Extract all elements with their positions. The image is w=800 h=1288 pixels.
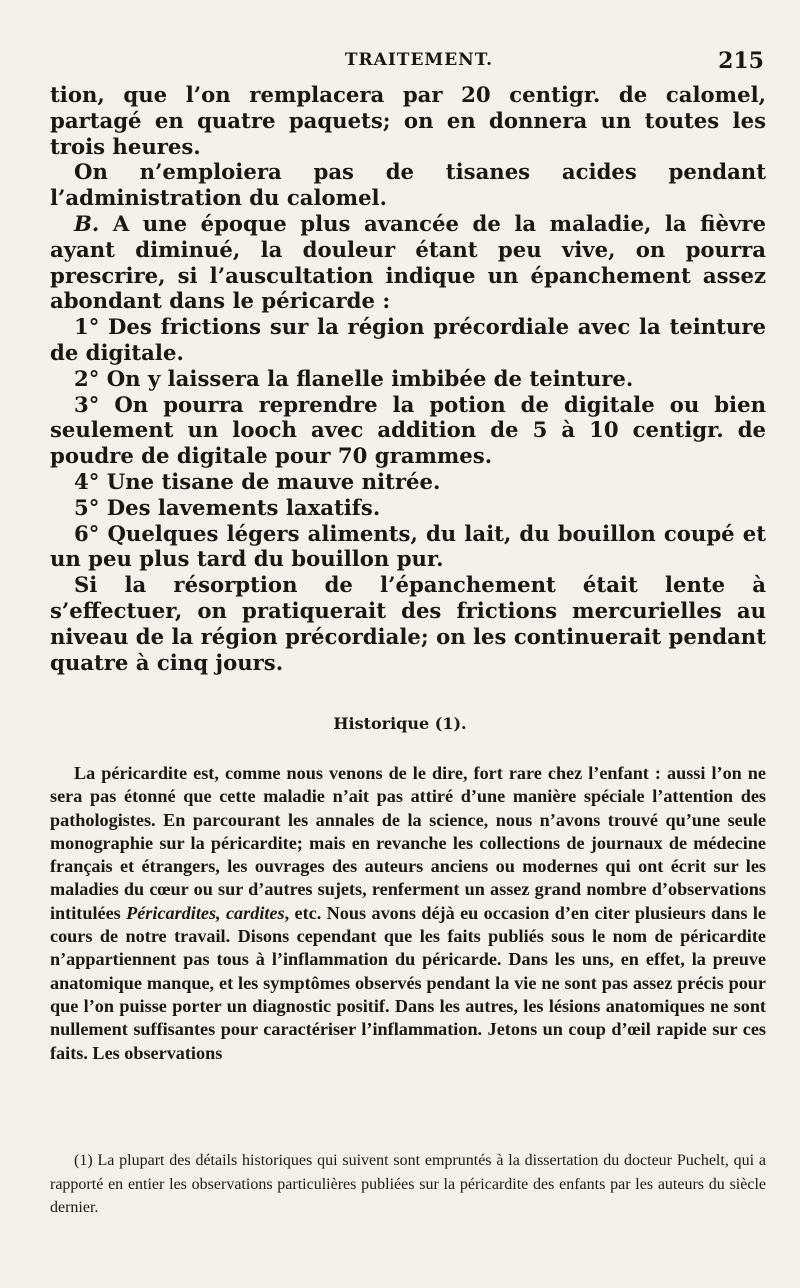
list-item-2: 2° On y laissera la flanelle imbibée de teinture. (74, 365, 634, 391)
footnote-text: (1) La plupart des détails historiques qui suivent sont empruntés à la dissertation du docteur Puchelt, qui a rapporté en entier les observations particulières publiées sur la péricardite des enfants par les auteurs du siècle dernier. (50, 1152, 766, 1216)
historique-paragraph (50, 762, 766, 1065)
running-head-title: TRAITEMENT. (344, 50, 494, 70)
section-heading-historique: Historique (1). (333, 714, 467, 733)
page-number: 215 (718, 48, 764, 74)
paragraph-mercurial-frictions: Si la résorption de l’épanchement était lente à s’effectuer, on pratiquerait des frictions mercurielles au niveau de la région précordiale; on les continuerait pendant quatre à cinq jours. (50, 572, 766, 675)
list-item-4: 4° Une tisane de mauve nitrée. (74, 468, 441, 494)
treatment-section (50, 82, 766, 675)
historique-italic-titles: Péricardites, cardites (126, 902, 285, 923)
later-stage-text: A une époque plus avancée de la maladie, la fièvre ayant diminué, la douleur étant peu vive, on pourra prescrire, si l’auscultation indique un épanchement assez abondant dans le péricarde : (50, 210, 766, 314)
list-item-6: 6° Quelques légers aliments, du lait, du bouillon coupé et un peu plus tard du bouillon pur. (50, 520, 766, 572)
running-head (70, 48, 768, 78)
historique-section (50, 762, 766, 1065)
list-item-1: 1° Des frictions sur la région précordiale avec la teinture de digitale. (50, 314, 766, 365)
section-label-b: B. (74, 210, 100, 236)
footnote (50, 1149, 766, 1220)
historique-text-part2: , etc. Nous avons déjà eu occasion d’en citer plusieurs dans le cours de notre travail. Disons cependant que les faits publiés sous le nom de péricardite n’appartiennent pas tous à l’inflammation du péricarde. Dans les uns, en effet, la preuve anatomique manque, et les symptômes observés pendant la vie ne sont pas assez précis pour que l’on puisse porter un diagnostic positif. Dans les autres, les lésions anatomiques ne sont nullement suffisantes pour caractériser l’inflammation. Jetons un coup d’œil rapide sur ces faits. Les observations (50, 902, 766, 1063)
paragraph-later-stage (50, 211, 766, 314)
paragraph-calomel-dose: tion, que l’on remplacera par 20 centigr. de calomel, partagé en quatre paquets; on en donnera un toutes les trois heures. (50, 82, 766, 159)
list-item-3: 3° On pourra reprendre la potion de digitale ou bien seulement un looch avec addition de 5 à 10 centigr. de poudre de digitale pour 70 grammes. (50, 391, 766, 469)
historique-text-part1: La péricardite est, comme nous venons de le dire, fort rare chez l’enfant : aussi l’on ne sera pas étonné que cette maladie n’ait pas attiré d’une manière spéciale l’attention des pathologistes. En parcourant les annales de la science, nous n’avons trouvé qu’une seule monographie sur la péricardite; mais en revanche les collections de journaux de médecine français et étrangers, les ouvrages des auteurs anciens ou modernes qui ont écrit sur les maladies du cœur ou sur d’autres sujets, renferment un assez grand nombre d’observations intitulées (50, 763, 766, 923)
paragraph-no-acid-tisanes: On n’emploiera pas de tisanes acides pendant l’administration du calomel. (50, 159, 766, 211)
list-item-5: 5° Des lavements laxatifs. (74, 494, 381, 520)
